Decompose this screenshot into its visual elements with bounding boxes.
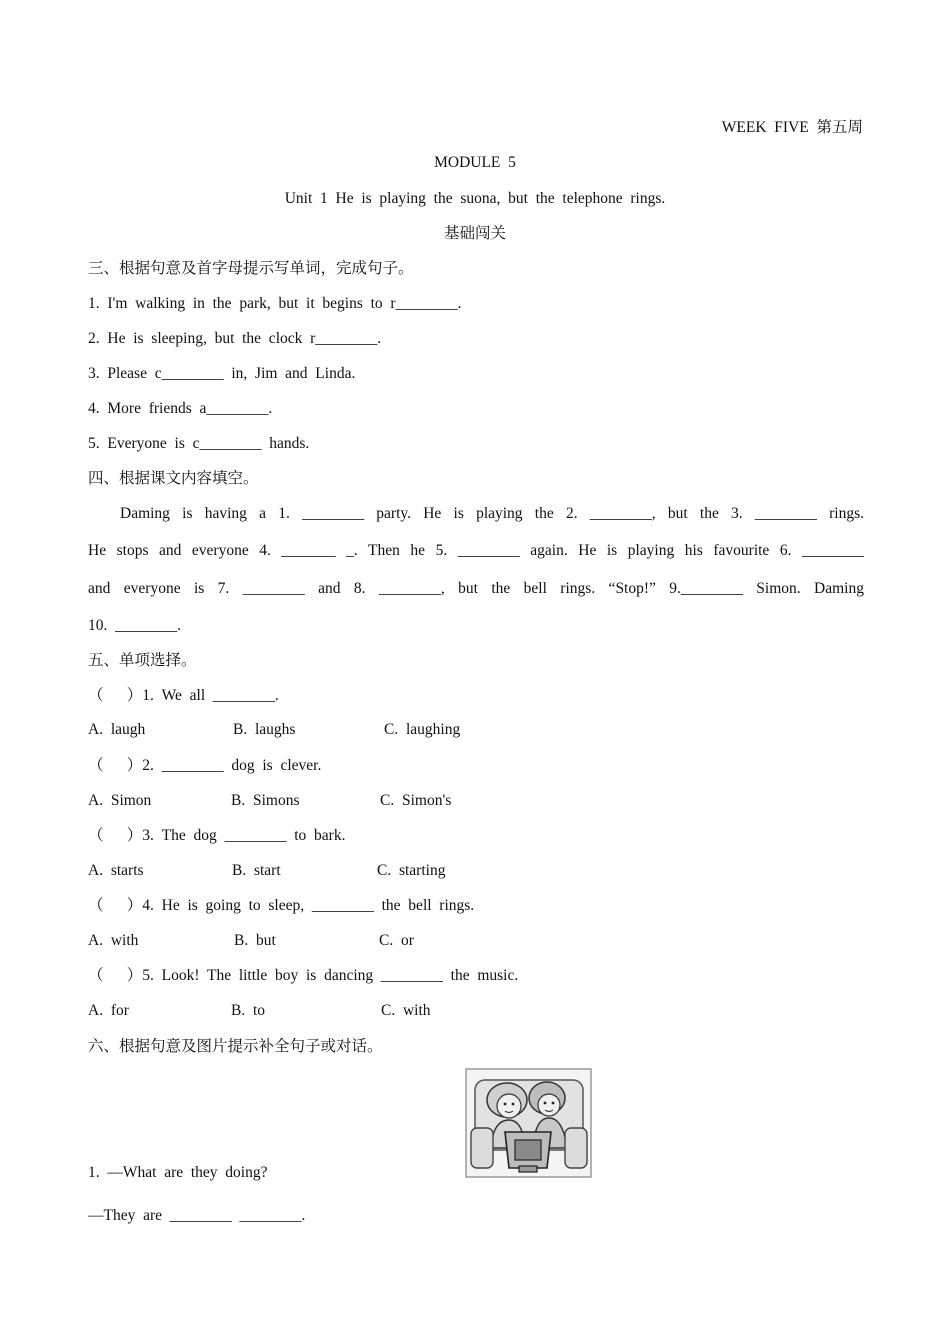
question-5-stem: （ ）5. Look! The little boy is dancing ________ the music. xyxy=(88,967,519,984)
question-2-option-b: B. Simons xyxy=(231,792,300,809)
section3-item-4: 4. More friends a________. xyxy=(88,400,273,417)
question-1-option-c: C. laughing xyxy=(384,721,461,738)
section6-answer-1: —They are ________ ________. xyxy=(88,1207,306,1224)
passage-line-4: 10. ________. xyxy=(88,617,181,634)
question-3-option-a: A. starts xyxy=(88,862,144,879)
passage-line-1: Daming is having a 1. ________ party. He is playing the 2. ________, but the 3. ________ rings. xyxy=(120,505,864,522)
question-4-option-c: C. or xyxy=(379,932,414,949)
section3-item-3: 3. Please c________ in, Jim and Linda. xyxy=(88,365,356,382)
question-4-option-b: B. but xyxy=(234,932,276,949)
passage-line-2: He stops and everyone 4. _______ _. Then he 5. ________ again. He is playing his favourite 6. ________ xyxy=(88,542,864,559)
question-5-option-a: A. for xyxy=(88,1002,129,1019)
people-at-computer-illustration xyxy=(465,1068,592,1178)
section4-title: 四、根据课文内容填空。 xyxy=(88,470,259,487)
passage-line-3: and everyone is 7. ________ and 8. ________, but the bell rings. “Stop!” 9.________ Simon. Daming xyxy=(88,580,864,597)
question-1-option-b: B. laughs xyxy=(233,721,296,738)
question-2-option-c: C. Simon's xyxy=(380,792,452,809)
section6-question-1: 1. —What are they doing? xyxy=(88,1164,268,1181)
section3-title: 三、根据句意及首字母提示写单词，完成句子。 xyxy=(88,260,414,277)
question-2-option-a: A. Simon xyxy=(88,792,152,809)
question-3-option-c: C. starting xyxy=(377,862,446,879)
question-5-option-b: B. to xyxy=(231,1002,266,1019)
unit-title: Unit 1 He is playing the suona, but the telephone rings. xyxy=(284,190,666,207)
question-1-stem: （ ）1. We all ________. xyxy=(88,687,279,704)
section-subtitle: 基础闯关 xyxy=(443,225,506,242)
question-4-option-a: A. with xyxy=(88,932,139,949)
week-label: WEEK FIVE 第五周 xyxy=(721,119,863,136)
section3-item-2: 2. He is sleeping, but the clock r________. xyxy=(88,330,382,347)
question-2-stem: （ ）2. ________ dog is clever. xyxy=(88,757,322,774)
section5-title: 五、单项选择。 xyxy=(88,652,197,669)
module-title: MODULE 5 xyxy=(434,154,516,171)
section3-item-1: 1. I'm walking in the park, but it begins to r________. xyxy=(88,295,462,312)
question-3-stem: （ ）3. The dog ________ to bark. xyxy=(88,827,346,844)
question-5-option-c: C. with xyxy=(381,1002,431,1019)
section3-item-5: 5. Everyone is c________ hands. xyxy=(88,435,310,452)
question-4-stem: （ ）4. He is going to sleep, ________ the bell rings. xyxy=(88,897,475,914)
question-3-option-b: B. start xyxy=(232,862,281,879)
question-1-option-a: A. laugh xyxy=(88,721,146,738)
section6-title: 六、根据句意及图片提示补全句子或对话。 xyxy=(88,1038,383,1055)
